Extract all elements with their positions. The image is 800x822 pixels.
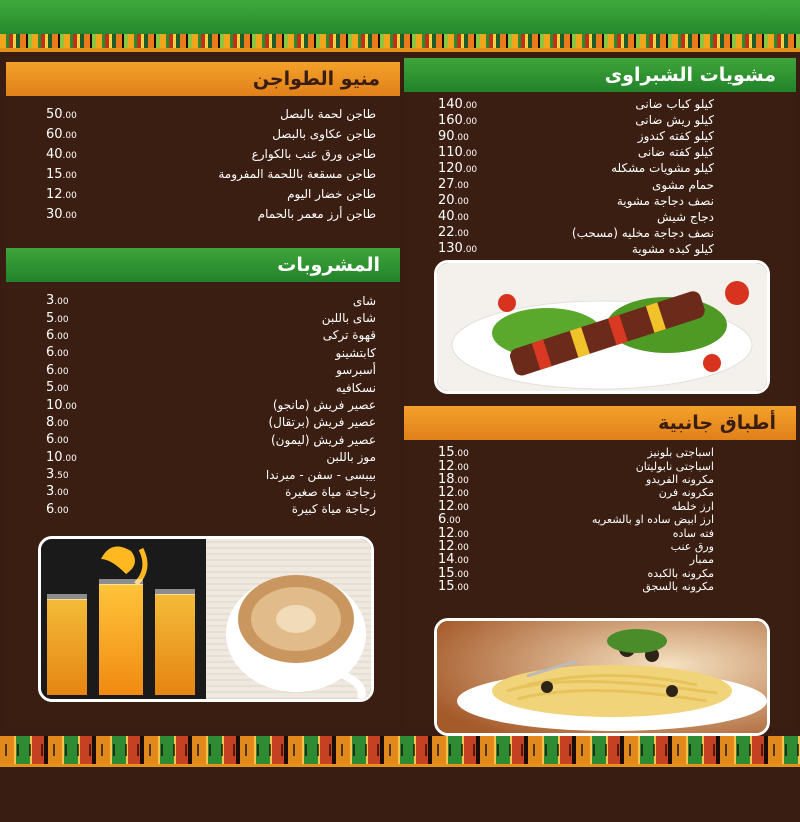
- tagines-list: [46, 104, 376, 224]
- bottom-pattern-border: [0, 736, 800, 764]
- menu-item: عصير فريش (برتقال) 8.00: [46, 414, 376, 430]
- sides-title: أطباق جانبية: [658, 412, 776, 434]
- menu-item: عصير فريش (ليمون) 6.00: [46, 432, 376, 448]
- menu-item: شاى 3.00: [46, 293, 376, 309]
- top-pattern-border: [0, 34, 800, 48]
- menu-item: ورق عنب 12.00: [438, 538, 714, 554]
- top-orange-line: [0, 48, 800, 52]
- juice-and-coffee-photo: [38, 536, 374, 702]
- menu-item: مكرونه بالسجق 15.00: [438, 579, 714, 595]
- menu-item: حمام مشوى 27.00: [438, 177, 714, 193]
- menu-item: نصف دجاجة مشوية 20.00: [438, 193, 714, 209]
- menu-item: مكرونه بالكبده 15.00: [438, 565, 714, 581]
- menu-item: كيلو ريش ضانى 160.00: [438, 112, 714, 128]
- menu-item: شاى باللبن 5.00: [46, 310, 376, 326]
- grills-title: مشويات الشبراوى: [604, 64, 776, 86]
- menu-item: عصير فريش (مانجو) 10.00: [46, 397, 376, 413]
- bottom-orange-line: [0, 764, 800, 767]
- pasta-illustration: [437, 621, 767, 733]
- menu-item: موز باللبن 10.00: [46, 449, 376, 465]
- menu-item: أسبرسو 6.00: [46, 362, 376, 378]
- menu-item: طاجن لحمة بالبصل 50.00: [46, 106, 376, 122]
- menu-item: كيلو مشويات مشكله 120.00: [438, 160, 714, 176]
- tagines-header: [6, 62, 400, 96]
- menu-item: بيبسى - سفن - ميرندا 3.50: [46, 467, 376, 483]
- menu-item: كيلو كبده مشوية 130.00: [438, 241, 714, 257]
- menu-item: كيلو كفته كندوز 90.00: [438, 128, 714, 144]
- menu-item: نصف دجاجة مخليه (مسحب) 22.00: [438, 225, 714, 241]
- menu-item: طاجن أرز معمر بالحمام 30.00: [46, 206, 376, 222]
- menu-item: دجاج شيش 40.00: [438, 209, 714, 225]
- kebab-skewers-photo: [434, 260, 770, 394]
- menu-item: مكرونه الفريدو 18.00: [438, 471, 714, 487]
- grills-header: [404, 58, 796, 92]
- grills-list: [438, 96, 714, 257]
- kebab-illustration: [437, 263, 767, 391]
- menu-item: طاجن ورق عنب بالكوارع 40.00: [46, 146, 376, 162]
- menu-item: قهوة تركى 6.00: [46, 327, 376, 343]
- menu-item: ارز خلطه 12.00: [438, 498, 714, 514]
- tagines-title: منيو الطواجن: [252, 68, 380, 90]
- menu-item: كابتشينو 6.00: [46, 345, 376, 361]
- menu-item: كيلو كفته ضانى 110.00: [438, 144, 714, 160]
- menu-item: اسباجتى نابوليتان 12.00: [438, 458, 714, 474]
- left-column: [6, 56, 400, 728]
- menu-item: كيلو كباب ضانى 140.00: [438, 96, 714, 112]
- menu-item: طاجن مسقعة باللحمة المفرومة 15.00: [46, 166, 376, 182]
- menu-item: زجاجة مياة صغيرة 3.00: [46, 484, 376, 500]
- menu-item: ممبار 14.00: [438, 552, 714, 568]
- sides-header: [404, 406, 796, 440]
- drinks-header: [6, 248, 400, 282]
- menu-item: ارز ابيض ساده او بالشعريه 6.00: [438, 512, 714, 528]
- menu-item: طاجن عكاوى بالبصل 60.00: [46, 126, 376, 142]
- sides-list: [438, 446, 714, 593]
- drinks-list: [46, 292, 376, 518]
- top-green-band: [0, 0, 800, 34]
- menu-item: فته ساده 12.00: [438, 525, 714, 541]
- drinks-illustration: [41, 539, 371, 699]
- right-column: [404, 56, 796, 728]
- menu-item: نسكافيه 5.00: [46, 380, 376, 396]
- drinks-title: المشروبات: [277, 254, 380, 276]
- menu-item: طاجن خضار اليوم 12.00: [46, 186, 376, 202]
- menu-item: زجاجة مياة كبيرة 6.00: [46, 501, 376, 517]
- pasta-plate-photo: [434, 618, 770, 736]
- menu-item: اسباجتى بلونيز 15.00: [438, 445, 714, 461]
- menu-item: مكرونه فرن 12.00: [438, 485, 714, 501]
